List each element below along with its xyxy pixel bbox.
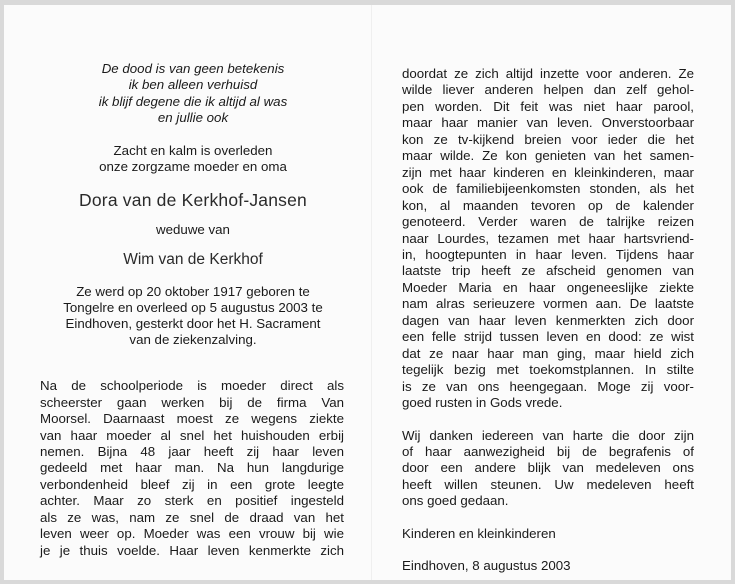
bio-line: kon ze tv-kijkend breien voor ieder die het [402,131,694,147]
thanks-line: door een andere blijk van medeleven ons [402,460,694,476]
memorial-card [4,5,731,580]
bio-line: pen worden. Dit feit was niet haar parool, [402,98,694,114]
bio-line: Moeder Maria en haar ongeneeslijke ziekte [402,279,694,295]
bio-line: achter. Maar zo sterk en positief ingesteld [40,493,344,509]
bio-line: laatste trip heeft ze afscheid genomen van [402,263,694,279]
bio-line: is ze van ons heengegaan. Moge zij voor- [402,378,694,394]
bio-line: leven weer op. Moeder was een vrouw bij wie [40,526,344,542]
thanks [402,428,694,510]
bio-line: kon, al maanden tevoren op de kalender [402,197,694,213]
bio-line: een felle strijd tussen leven en dood: ze wist [402,329,694,345]
poem-line: ik blijf degene die ik altijd al was [98,93,288,109]
dates-block [42,284,344,348]
dates-line: Tongelre en overleed op 5 augustus 2003 te [63,300,323,316]
bio-line: dagen van haar leven kenmerkten zich door [402,312,694,328]
bio-line: je je thuis voelde. Haar leven kenmerkte zich [40,542,344,558]
bio-line: scheerster gaan werken bij de firma Van [40,394,344,410]
spouse-name: Wim van de Kerkhof [123,251,263,269]
bio-line: nam alras serieuzere vormen aan. De laatste [402,296,694,312]
bio-line: doordat ze zich altijd inzette voor anderen. Ze [402,66,694,81]
bio-line: Na de schoolperiode is moeder direct als [40,378,344,394]
bio-line: zijn met haar kinderen en kleinkinderen, maar [402,164,694,180]
right-page [402,66,694,575]
thanks-line: of haar aanwezigheid bij de begrafenis of [402,443,694,459]
bio-line: in, hoogtepunten in haar leven. Tijdens haar [402,246,694,262]
bio-line: maar haar manier van leven. Onverstoorbaar [402,115,694,131]
deceased-name: Dora van de Kerkhof-Jansen [79,190,307,211]
thanks-line: Wij danken iedereen van harte die door zijn [402,427,694,443]
intro [42,143,344,175]
bio-line: als ze was, nam ze snel de draad van het [40,509,344,525]
dates-line: Eindhoven, gesterkt door het H. Sacrament [65,316,321,332]
intro-line: Zacht en kalm is overleden [113,143,273,159]
bio-line: goed rusten in Gods vrede. [402,395,563,411]
thanks-line: heeft willen steunen. Uw medeleven heeft [402,476,694,492]
poem-line: en jullie ook [157,109,229,125]
bio-line: naar Lourdes, tezamen met haar hartsvriend- [402,230,694,246]
bio-line: van haar moeder al snel het huishouden erbij [40,427,344,443]
bio-line: genoteerd. Verder waren de talrijke reizen [402,214,694,230]
bio-line: maar wilde. Ze kon genieten van het samen- [402,148,694,164]
poem-line: De dood is van geen betekenis [101,61,285,76]
bio-line: wilde liever anderen helpen dan zelf gehol- [402,82,694,98]
bio-line: nemen. Bijna 48 jaar heeft zij haar leven [40,444,344,459]
poem [42,61,344,126]
bio-line: verbondenheid bleef zij in een grote leegte [40,476,344,492]
signature: Kinderen en kleinkinderen [402,525,556,541]
thanks-line: ons goed gedaan. [402,493,509,509]
right-bio [402,66,694,412]
left-page [42,61,344,559]
dates-line: van de ziekenzalving. [129,332,257,348]
dates-line: Ze werd op 20 oktober 1917 geboren te [76,284,310,300]
left-bio [40,378,344,559]
intro-line: onze zorgzame moeder en oma [99,159,287,175]
widow-of-label: weduwe van [156,222,230,238]
bio-line: Moorsel. Daarnaast moest ze wegens ziekte [40,411,344,427]
bio-line: dat ze naar haar man ging, maar hield zich [402,345,694,361]
bio-line: gedeeld met haar man. Na hun langdurige [40,460,344,476]
bio-line: tegelijk bezig met toekomstplannen. In stilte [402,362,694,378]
card-fold [371,5,372,580]
place-date: Eindhoven, 8 augustus 2003 [402,558,571,574]
poem-line: ik ben alleen verhuisd [128,77,258,93]
bio-line: ook de familiebijeenkomsten stonden, als het [402,181,694,197]
